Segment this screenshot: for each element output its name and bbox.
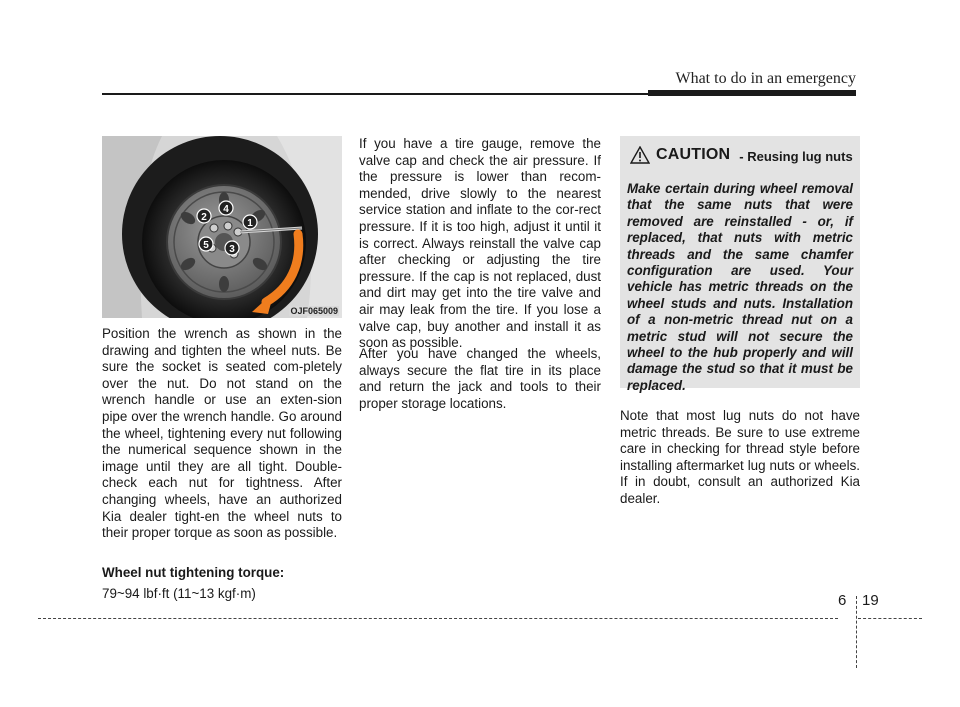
- header-tab-bar: [648, 90, 856, 96]
- figure-code: OJF065009: [290, 306, 338, 316]
- warning-triangle-icon: [630, 146, 650, 164]
- wheel-illustration-svg: [102, 136, 342, 318]
- nut-label-2: 2: [201, 212, 207, 223]
- wrench-instructions-paragraph: Position the wrench as shown in the drawing and tighten the wheel nuts. Be sure the socket is seated com-pletely over the nut. Do not stand on the wrench handle or use an exten-sion pipe over the wrench handle. Go around the wheel, tightening every nut following the numerical sequence shown in the image until they are all tight. Double-check each nut for tightness. After changing wheels, have an authorized Kia dealer tight-en the wheel nuts to their proper torque as soon as possible.: [102, 326, 342, 541]
- page-number: 19: [862, 592, 879, 609]
- nut-label-4: 4: [223, 204, 229, 215]
- footer-dashed-rule-right: [858, 618, 922, 619]
- nut-label-5: 5: [203, 240, 209, 251]
- tire-pressure-paragraph: If you have a tire gauge, remove the valve cap and check the air pressure. If the pressure is lower than recom-mended, drive slowly to the nearest service station and inflate to the cor-rect pressure. If it is too high, adjust it until it is correct. Always reinstall the valve cap after checking or adjusting the tire pressure. If the cap is not replaced, dust and dirt may get into the tire valve and air may leak from the tire. If you lose a valve cap, buy another and install it as soon as possible.: [359, 136, 601, 351]
- torque-heading: Wheel nut tightening torque:: [102, 565, 285, 580]
- footer-dashed-rule: [38, 618, 838, 619]
- footer-vertical-divider: [856, 596, 857, 668]
- section-title: What to do in an emergency: [675, 70, 856, 87]
- caution-label: CAUTION: [656, 146, 731, 163]
- nut-label-3: 3: [229, 244, 235, 255]
- wheel-wrench-illustration: [102, 136, 342, 318]
- chapter-number: 6: [838, 592, 847, 609]
- caution-topic: - Reusing lug nuts: [739, 149, 853, 164]
- storage-paragraph: After you have changed the wheels, always secure the flat tire in its place and return the jack and tools to their proper storage locations.: [359, 346, 601, 411]
- lug-nut-note-paragraph: Note that most lug nuts do not have metric threads. Be sure to use extreme care in checking for thread style before installing aftermarket lug nuts or wheels. If in doubt, consult an authorized Kia dealer.: [620, 408, 860, 506]
- nut-label-1: 1: [247, 218, 253, 229]
- caution-body: Make certain during wheel removal that the same nuts that were removed are reinstalled - or, if replaced, that nuts with metric threads and the same chamfer configuration are used. Your vehicle has metric threads on the wheel studs and nuts. Installation of a non-metric thread nut on a metric stud will not secure the wheel to the hub properly and will damage the stud so that it must be replaced.: [627, 181, 853, 393]
- caution-header: [626, 146, 856, 180]
- torque-value: 79~94 lbf·ft (11~13 kgf·m): [102, 586, 256, 601]
- caution-box: [620, 136, 860, 393]
